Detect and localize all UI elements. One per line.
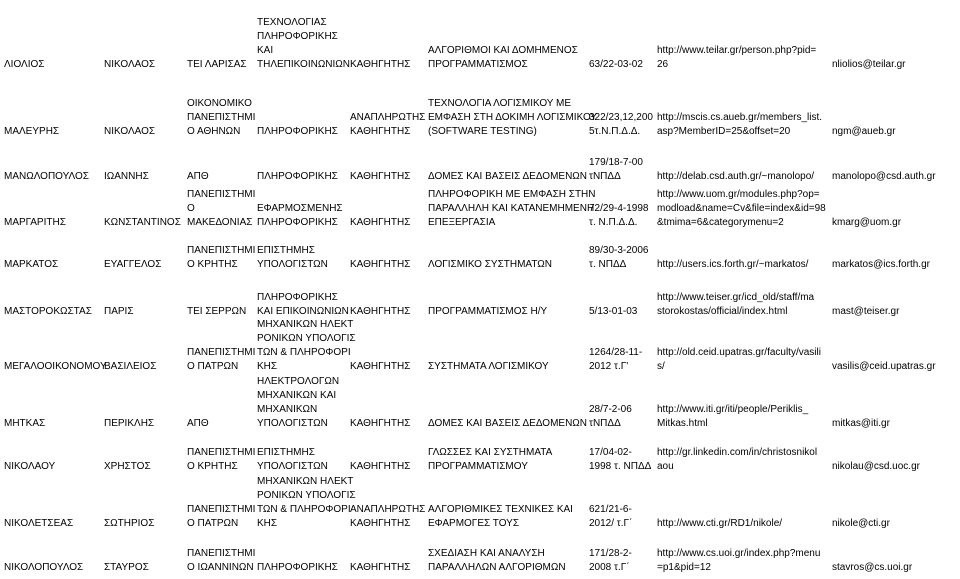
fek-line: 2012/ τ.Γ΄ — [589, 518, 633, 529]
cell-email[interactable] — [832, 360, 936, 374]
subject-line: ΠΑΡΑΛΛΗΛΗ ΚΑΙ ΚΑΤΑΝΕΜΗΜΕΝΗ — [428, 203, 595, 214]
institution-line: Ο ΠΑΤΡΩΝ — [187, 361, 239, 372]
cell-rank — [350, 360, 410, 374]
department-line: ΤΩΝ & ΠΛΗΡΟΦΟΡΙ — [257, 347, 351, 358]
fek-line: 72/29-4-1998 — [589, 203, 649, 214]
cell-surname — [4, 460, 55, 474]
cell-url[interactable] — [657, 291, 814, 319]
surname-line: ΜΑΣΤΟΡΟΚΩΣΤΑΣ — [4, 306, 92, 317]
surname-line: ΝΙΚΟΛΕΤΣΕΑΣ — [4, 518, 74, 529]
fek-line: 322/23,12,200 — [589, 112, 653, 123]
url-line: 26 — [657, 59, 669, 70]
name-line: ΣΤΑΥΡΟΣ — [104, 562, 149, 573]
institution-line: ΑΠΘ — [187, 418, 209, 429]
cell-name — [104, 125, 155, 139]
subject-line: ΠΡΟΓΡΑΜΜΑΤΙΣΜΟΥ — [428, 461, 528, 472]
cell-surname — [4, 170, 89, 184]
name-line: ΝΙΚΟΛΑΟΣ — [104, 59, 156, 70]
fek-line: 89/30-3-2006 — [589, 245, 649, 256]
fek-line: 63/22-03-02 — [589, 59, 643, 70]
subject-line: ΠΡΟΓΡΑΜΜΑΤΙΣΜΟΣ — [428, 59, 528, 70]
cell-url[interactable] — [657, 403, 808, 431]
institution-line: Ο — [187, 203, 195, 214]
cell-email[interactable] — [832, 417, 890, 431]
url-line: http://www.teilar.gr/person.php?pid= — [657, 45, 817, 56]
fek-line: 2008 τ.Γ΄ — [589, 562, 630, 573]
url-line: s/ — [657, 361, 665, 372]
cell-url[interactable] — [657, 517, 782, 531]
email-line: ngm@aueb.gr — [832, 126, 896, 137]
fek-line: 17/04-02- — [589, 447, 632, 458]
cell-subject — [428, 503, 573, 531]
subject-line: ΣΧΕΔΙΑΣΗ ΚΑΙ ΑΝΑΛΥΣΗ — [428, 548, 545, 559]
cell-subject — [428, 258, 552, 272]
institution-line: ΠΑΝΕΠΙΣΤΗΜΙ — [187, 112, 256, 123]
cell-email[interactable] — [832, 258, 930, 272]
email-line: kmarg@uom.gr — [832, 217, 902, 228]
cell-subject — [428, 44, 578, 72]
subject-line: ΕΜΦΑΣΗ ΣΤΗ ΔΟΚΙΜΗ ΛΟΓΙΣΜΙΚΟΥ — [428, 112, 598, 123]
email-line: manolopo@csd.auth.gr — [832, 171, 936, 182]
institution-line: ΤΕΙ ΛΑΡΙΣΑΣ — [187, 59, 247, 70]
cell-surname — [4, 561, 83, 575]
cell-name — [104, 561, 149, 575]
cell-name — [104, 517, 154, 531]
url-line: http://mscis.cs.aueb.gr/members_list. — [657, 112, 823, 123]
fek-line: 1264/28-11- — [589, 347, 643, 358]
cell-rank — [350, 111, 425, 139]
subject-line: ΔΟΜΕΣ ΚΑΙ ΒΑΣΕΙΣ ΔΕΔΟΜΕΝΩΝ — [428, 171, 587, 182]
institution-line: ΠΑΝΕΠΙΣΤΗΜΙ — [187, 548, 256, 559]
email-line: nikole@cti.gr — [832, 518, 890, 529]
name-line: ΚΩΝΣΤΑΝΤΙΝΟΣ — [104, 217, 181, 228]
url-line: modload&name=Cv&file=index&id=98 — [657, 203, 826, 214]
rank-line: ΚΑΘΗΓΗΤΗΣ — [350, 217, 411, 228]
url-line: storokostas/official/index.html — [657, 306, 788, 317]
surname-line: ΜΑΝΩΛΟΠΟΥΛΟΣ — [4, 171, 89, 182]
department-line: ΠΛΗΡΟΦΟΡΙΚΗΣ — [257, 31, 338, 42]
cell-fek — [589, 58, 643, 72]
subject-line: ΤΕΧΝΟΛΟΓΙΑ ΛΟΓΙΣΜΙΚΟΥ ΜΕ — [428, 98, 572, 109]
rank-line: ΚΑΘΗΓΗΤΗΣ — [350, 306, 411, 317]
institution-line: ΜΑΚΕΔΟΝΙΑΣ — [187, 217, 253, 228]
institution-line: ΤΕΙ ΣΕΡΡΩΝ — [187, 306, 247, 317]
url-line: =p1&pid=12 — [657, 562, 711, 573]
surname-line: ΛΙΟΛΙΟΣ — [4, 59, 45, 70]
cell-surname — [4, 216, 66, 230]
cell-name — [104, 170, 149, 184]
fek-line: 5τ.Ν.Π.Δ.Δ. — [589, 126, 641, 137]
institution-line: ΑΠΘ — [187, 171, 209, 182]
cell-subject — [428, 188, 596, 230]
department-line: ΜΗΧΑΝΙΚΩΝ — [257, 404, 318, 415]
fek-line: τ. Ν.Π.Δ.Δ. — [589, 217, 638, 228]
cell-url[interactable] — [657, 346, 821, 374]
cell-fek — [589, 346, 642, 374]
department-line: ΗΛΕΚΤΡΟΛΟΓΩΝ — [257, 376, 340, 387]
cell-department — [257, 375, 339, 431]
institution-line: Ο ΠΑΤΡΩΝ — [187, 518, 239, 529]
department-line: ΚΑΙ ΕΠΙΚΟΙΝΩΝΙΩΝ — [257, 306, 349, 317]
department-line: ΜΗΧΑΝΙΚΩΝ ΚΑΙ — [257, 390, 337, 401]
cell-department — [257, 446, 328, 474]
fek-line: 621/21-6- — [589, 504, 632, 515]
cell-rank — [350, 170, 410, 184]
cell-rank — [350, 216, 410, 230]
cell-rank — [350, 460, 410, 474]
cell-name — [104, 216, 181, 230]
cell-department — [257, 561, 338, 575]
url-line: http://www.iti.gr/iti/people/Periklis_ — [657, 404, 809, 415]
cell-email[interactable] — [832, 170, 936, 184]
cell-rank — [350, 58, 410, 72]
name-line: ΙΩΑΝΝΗΣ — [104, 171, 149, 182]
name-line: ΝΙΚΟΛΑΟΣ — [104, 126, 156, 137]
rank-line: ΚΑΘΗΓΗΤΗΣ — [350, 171, 411, 182]
email-line: mast@teiser.gr — [832, 306, 900, 317]
institution-line: ΠΑΝΕΠΙΣΤΗΜΙ — [187, 245, 256, 256]
cell-email[interactable] — [832, 305, 899, 319]
cell-subject — [428, 170, 587, 184]
department-line: ΤΗΛΕΠΙΚΟΙΝΩΝΙΩΝ — [257, 59, 350, 70]
institution-line: ΟΙΚΟΝΟΜΙΚΟ — [187, 98, 252, 109]
institution-line: ΠΑΝΕΠΙΣΤΗΜΙ — [187, 347, 256, 358]
cell-subject — [428, 305, 547, 319]
department-line: ΠΛΗΡΟΦΟΡΙΚΗΣ — [257, 171, 338, 182]
cell-fek — [589, 156, 643, 184]
cell-email[interactable] — [832, 460, 920, 474]
institution-line: Ο ΙΩΑΝΝΙΝΩΝ — [187, 562, 254, 573]
cell-url[interactable] — [657, 446, 817, 474]
department-line: ΠΛΗΡΟΦΟΡΙΚΗΣ — [257, 562, 338, 573]
subject-line: ΠΛΗΡΟΦΟΡΙΚΗ ΜΕ ΕΜΦΑΣΗ ΣΤΗΝ — [428, 189, 596, 200]
cell-institution — [187, 244, 255, 272]
fek-line: 179/18-7-00 — [589, 157, 643, 168]
name-line: ΣΩΤΗΡΙΟΣ — [104, 518, 155, 529]
subject-line: ΕΦΑΡΜΟΓΕΣ ΤΟΥΣ — [428, 518, 520, 529]
fek-line: 5/13-01-03 — [589, 306, 638, 317]
department-line: ΠΛΗΡΟΦΟΡΙΚΗΣ — [257, 126, 338, 137]
url-line: asp?MemberID=25&offset=20 — [657, 126, 791, 137]
email-line: stavros@cs.uoi.gr — [832, 562, 913, 573]
cell-name — [104, 460, 151, 474]
surname-line: ΜΗΤΚΑΣ — [4, 418, 46, 429]
cell-name — [104, 258, 161, 272]
cell-email[interactable] — [832, 561, 912, 575]
cell-rank — [350, 258, 410, 272]
surname-line: ΜΑΛΕΥΡΗΣ — [4, 126, 60, 137]
department-line: ΜΗΧΑΝΙΚΩΝ ΗΛΕΚΤ — [257, 319, 354, 330]
url-line: http://gr.linkedin.com/in/christosnikol — [657, 447, 818, 458]
subject-line: ΣΥΣΤΗΜΑΤΑ ΛΟΓΙΣΜΙΚΟΥ — [428, 361, 549, 372]
department-line: ΤΕΧΝΟΛΟΓΙΑΣ — [257, 17, 327, 28]
cell-name — [104, 305, 134, 319]
surname-line: ΜΕΓΑΛΟΟΙΚΟΝΟΜΟΥ — [4, 361, 107, 372]
cell-fek — [589, 503, 632, 531]
email-line: nliolios@teilar.gr — [832, 59, 906, 70]
cell-department — [257, 16, 350, 72]
department-line: ΥΠΟΛΟΓΙΣΤΩΝ — [257, 418, 328, 429]
url-line: http://www.uom.gr/modules.php?op= — [657, 189, 820, 200]
cell-fek — [589, 305, 637, 319]
subject-line: ΑΛΓΟΡΙΘΜΟΙ ΚΑΙ ΔΟΜΗΜΕΝΟΣ — [428, 45, 578, 56]
name-line: ΧΡΗΣΤΟΣ — [104, 461, 151, 472]
rank-line: ΚΑΘΗΓΗΤΗΣ — [350, 461, 411, 472]
department-line: ΚΑΙ — [257, 45, 274, 56]
department-line: ΚΗΣ — [257, 361, 278, 372]
rank-line: ΑΝΑΠΛΗΡΩΤΗΣ — [350, 504, 426, 515]
cell-rank — [350, 503, 425, 531]
cell-department — [257, 318, 356, 374]
cell-url[interactable] — [657, 258, 808, 272]
cell-email[interactable] — [832, 517, 890, 531]
cell-institution — [187, 346, 255, 374]
department-line: ΠΛΗΡΟΦΟΡΙΚΗΣ — [257, 217, 338, 228]
department-line: ΕΦΑΡΜΟΣΜΕΝΗΣ — [257, 203, 343, 214]
department-line: ΤΩΝ & ΠΛΗΡΟΦΟΡΙ — [257, 504, 351, 515]
url-line: http://www.cs.uoi.gr/index.php?menu — [657, 548, 821, 559]
subject-line: ΠΡΟΓΡΑΜΜΑΤΙΣΜΟΣ Η/Υ — [428, 306, 548, 317]
cell-subject — [428, 446, 552, 474]
subject-line: (SOFTWARE TESTING) — [428, 126, 537, 137]
department-line: ΡΟΝΙΚΩΝ ΥΠΟΛΟΓΙΣ — [257, 490, 356, 501]
email-line: vasilis@ceid.upatras.gr — [832, 361, 936, 372]
department-line: ΜΗΧΑΝΙΚΩΝ ΗΛΕΚΤ — [257, 476, 354, 487]
cell-subject — [428, 417, 587, 431]
cell-institution — [187, 547, 255, 575]
institution-line: ΠΑΝΕΠΙΣΤΗΜΙ — [187, 447, 256, 458]
department-line: ΥΠΟΛΟΓΙΣΤΩΝ — [257, 461, 328, 472]
institution-line: ΠΑΝΕΠΙΣΤΗΜΙ — [187, 189, 256, 200]
cell-institution — [187, 188, 255, 230]
cell-institution — [187, 97, 255, 139]
cell-name — [104, 58, 155, 72]
name-line: ΒΑΣΙΛΕΙΟΣ — [104, 361, 157, 372]
url-line: http://www.cti.gr/RD1/nikole/ — [657, 518, 783, 529]
email-line: nikolau@csd.uoc.gr — [832, 461, 920, 472]
department-line: ΚΗΣ — [257, 518, 278, 529]
subject-line: ΔΟΜΕΣ ΚΑΙ ΒΑΣΕΙΣ ΔΕΔΟΜΕΝΩΝ — [428, 418, 587, 429]
rank-line: ΚΑΘΗΓΗΤΗΣ — [350, 59, 411, 70]
url-line: http://www.teiser.gr/icd_old/staff/ma — [657, 292, 815, 303]
email-line: mitkas@iti.gr — [832, 418, 890, 429]
cell-department — [257, 170, 338, 184]
url-line: http://delab.csd.auth.gr/~manolopo/ — [657, 171, 815, 182]
surname-line: ΝΙΚΟΛΑΟΥ — [4, 461, 56, 472]
institution-line: ΠΑΝΕΠΙΣΤΗΜΙ — [187, 504, 256, 515]
cell-subject — [428, 97, 597, 139]
cell-department — [257, 244, 328, 272]
surname-line: ΝΙΚΟΛΟΠΟΥΛΟΣ — [4, 562, 84, 573]
url-line: http://old.ceid.upatras.gr/faculty/vasili — [657, 347, 821, 358]
cell-name — [104, 417, 154, 431]
cell-subject — [428, 360, 549, 374]
department-line: ΥΠΟΛΟΓΙΣΤΩΝ — [257, 259, 328, 270]
name-line: ΕΥΑΓΓΕΛΟΣ — [104, 259, 162, 270]
url-line: http://users.ics.forth.gr/~markatos/ — [657, 259, 809, 270]
subject-line: ΠΑΡΑΛΛΗΛΩΝ ΑΛΓΟΡΙΘΜΩΝ — [428, 562, 566, 573]
cell-institution — [187, 58, 247, 72]
url-line: &tmima=6&categorymenu=2 — [657, 217, 784, 228]
cell-surname — [4, 305, 92, 319]
cell-email[interactable] — [832, 125, 896, 139]
cell-department — [257, 475, 356, 531]
rank-line: ΚΑΘΗΓΗΤΗΣ — [350, 361, 411, 372]
cell-url[interactable] — [657, 547, 820, 575]
subject-line: ΛΟΓΙΣΜΙΚΟ ΣΥΣΤΗΜΑΤΩΝ — [428, 259, 552, 270]
cell-surname — [4, 360, 107, 374]
rank-line: ΑΝΑΠΛΗΡΩΤΗΣ — [350, 112, 426, 123]
cell-surname — [4, 125, 59, 139]
institution-line: Ο ΑΘΗΝΩΝ — [187, 126, 241, 137]
cell-url[interactable] — [657, 188, 826, 230]
department-line: ΕΠΙΣΤΗΜΗΣ — [257, 245, 315, 256]
url-line: Mitkas.html — [657, 418, 708, 429]
cell-institution — [187, 170, 209, 184]
cell-fek — [589, 111, 653, 139]
department-line: ΡΟΝΙΚΩΝ ΥΠΟΛΟΓΙΣ — [257, 333, 356, 344]
cell-url[interactable] — [657, 44, 816, 72]
rank-line: ΚΑΘΗΓΗΤΗΣ — [350, 259, 411, 270]
department-line: ΠΛΗΡΟΦΟΡΙΚΗΣ — [257, 292, 338, 303]
cell-rank — [350, 417, 410, 431]
fek-line: τΝΠΔΔ — [589, 171, 621, 182]
name-line: ΠΕΡΙΚΛΗΣ — [104, 418, 155, 429]
subject-line: ΓΛΩΣΣΕΣ ΚΑΙ ΣΥΣΤΗΜΑΤΑ — [428, 447, 553, 458]
cell-fek — [589, 202, 649, 230]
fek-line: 171/28-2- — [589, 548, 632, 559]
cell-surname — [4, 417, 45, 431]
cell-surname — [4, 58, 44, 72]
fek-line: 2012 τ.Γ' — [589, 361, 629, 372]
subject-line: ΑΛΓΟΡΙΘΜΙΚΕΣ ΤΕΧΝΙΚΕΣ ΚΑΙ — [428, 504, 573, 515]
cell-url[interactable] — [657, 111, 822, 139]
cell-surname — [4, 517, 73, 531]
cell-fek — [589, 403, 632, 431]
cell-institution — [187, 446, 255, 474]
fek-line: τΝΠΔΔ — [589, 418, 621, 429]
surname-line: ΜΑΡΓΑΡΙΤΗΣ — [4, 217, 66, 228]
cell-department — [257, 202, 343, 230]
department-line: ΕΠΙΣΤΗΜΗΣ — [257, 447, 315, 458]
cell-institution — [187, 417, 209, 431]
cell-url[interactable] — [657, 170, 814, 184]
cell-email[interactable] — [832, 216, 901, 230]
cell-fek — [589, 446, 651, 474]
rank-line: ΚΑΘΗΓΗΤΗΣ — [350, 418, 411, 429]
cell-department — [257, 291, 349, 319]
fek-line: 1998 τ. ΝΠΔΔ — [589, 461, 652, 472]
surname-line: ΜΑΡΚΑΤΟΣ — [4, 259, 59, 270]
fek-line: τ. ΝΠΔΔ — [589, 259, 627, 270]
cell-rank — [350, 561, 410, 575]
cell-department — [257, 125, 338, 139]
subject-line: ΕΠΕΞΕΡΓΑΣΙΑ — [428, 217, 496, 228]
cell-name — [104, 360, 156, 374]
cell-institution — [187, 503, 255, 531]
cell-fek — [589, 547, 632, 575]
cell-institution — [187, 305, 246, 319]
name-line: ΠΑΡΙΣ — [104, 306, 134, 317]
cell-subject — [428, 547, 566, 575]
rank-line: ΚΑΘΗΓΗΤΗΣ — [350, 126, 411, 137]
url-line: aou — [657, 461, 674, 472]
fek-line: 28/7-2-06 — [589, 404, 632, 415]
cell-fek — [589, 244, 649, 272]
rank-line: ΚΑΘΗΓΗΤΗΣ — [350, 562, 411, 573]
cell-email[interactable] — [832, 58, 906, 72]
rank-line: ΚΑΘΗΓΗΤΗΣ — [350, 518, 411, 529]
institution-line: Ο ΚΡΗΤΗΣ — [187, 259, 238, 270]
cell-rank — [350, 305, 410, 319]
institution-line: Ο ΚΡΗΤΗΣ — [187, 461, 238, 472]
email-line: markatos@ics.forth.gr — [832, 259, 930, 270]
cell-surname — [4, 258, 58, 272]
